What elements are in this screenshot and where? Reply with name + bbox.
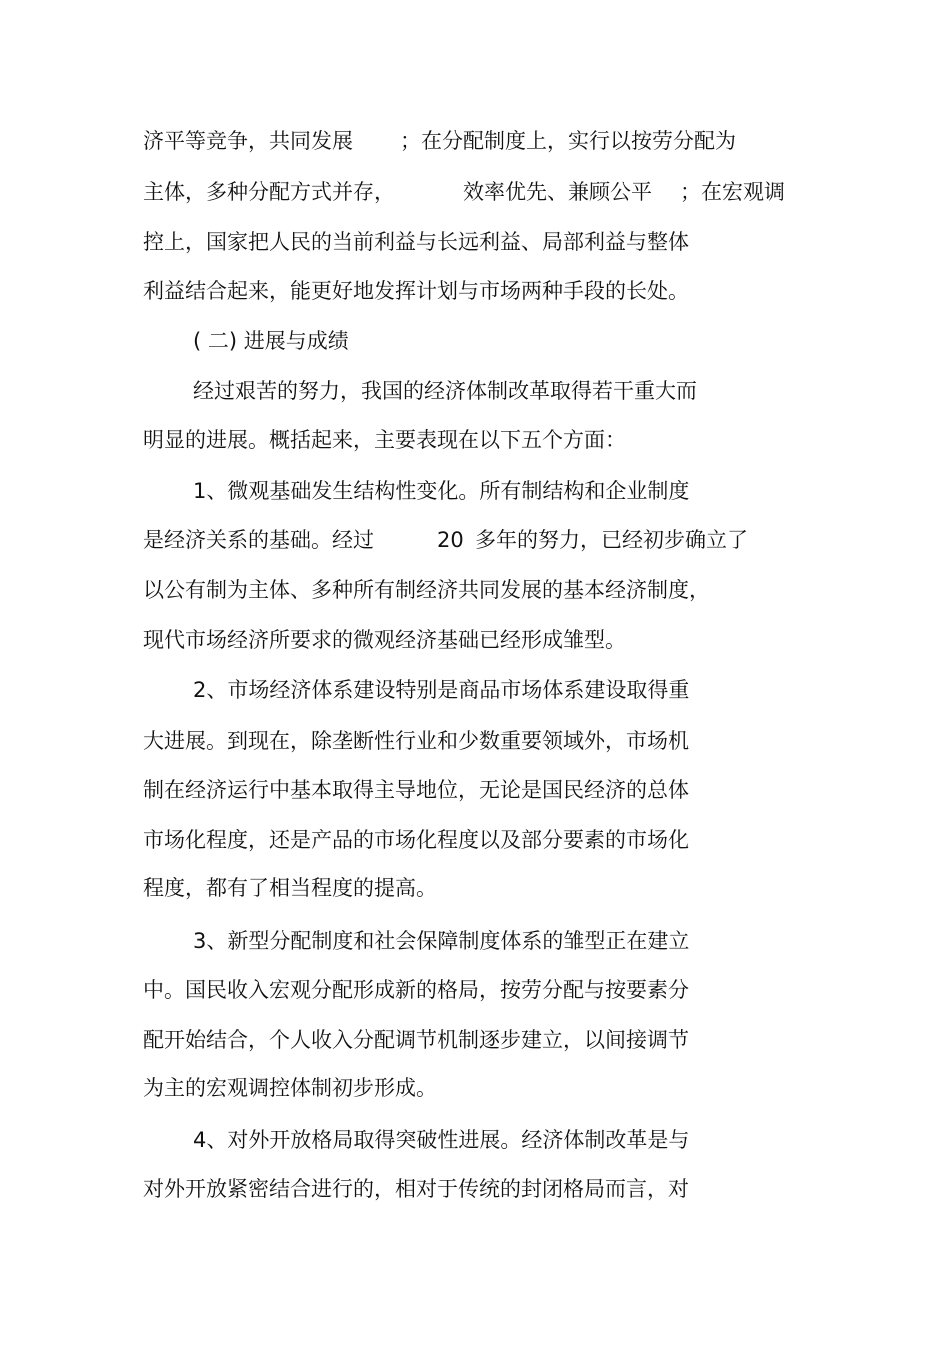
text-line <box>0 376 697 406</box>
text-segment: 以公有制为主体、多种所有制经济共同发展的基本经济制度， <box>143 578 710 602</box>
text-line <box>0 675 690 705</box>
text-line <box>0 726 689 756</box>
text-segment: 程度，都有了相当程度的提高。 <box>143 876 437 900</box>
text-line <box>0 1073 437 1103</box>
text-line <box>0 126 736 156</box>
text-segment: 4、对外开放格局取得突破性进展。经济体制改革是与 <box>193 1128 690 1152</box>
text-line <box>0 926 690 956</box>
text-segment: 大进展。到现在，除垄断性行业和少数重要领域外，市场机 <box>143 729 689 753</box>
text-segment: 为主的宏观调控体制初步形成。 <box>143 1076 437 1100</box>
text-line <box>0 276 689 306</box>
text-segment: 控上，国家把人民的当前利益与长远利益、局部利益与整体 <box>143 230 689 254</box>
text-segment: 市场化程度，还是产品的市场化程度以及部分要素的市场化 <box>143 828 689 852</box>
text-segment: ；在分配制度上，实行以按劳分配为 <box>400 129 736 153</box>
text-segment: 20 <box>437 528 464 552</box>
text-line <box>0 825 689 855</box>
text-line <box>0 575 710 605</box>
text-segment: 经过艰苦的努力，我国的经济体制改革取得若干重大而 <box>193 379 697 403</box>
section-heading <box>0 326 349 356</box>
text-segment: 是经济关系的基础。经过 <box>143 528 374 552</box>
text-segment: 3、新型分配制度和社会保障制度体系的雏型正在建立 <box>193 929 690 953</box>
text-line <box>0 425 626 455</box>
text-line <box>0 525 748 555</box>
text-segment: ；在宏观调 <box>680 180 785 204</box>
text-segment: 效率优先、兼顾公平 <box>463 180 652 204</box>
text-segment: 中。国民收入宏观分配形成新的格局，按劳分配与按要素分 <box>143 978 689 1002</box>
text-segment: 2、市场经济体系建设特别是商品市场体系建设取得重 <box>193 678 690 702</box>
text-segment: 多年的努力，已经初步确立了 <box>475 528 748 552</box>
text-line <box>0 625 626 655</box>
text-line <box>0 975 689 1005</box>
text-segment: 配开始结合，个人收入分配调节机制逐步建立，以间接调节 <box>143 1028 689 1052</box>
section-heading-text: ( 二) 进展与成绩 <box>193 329 349 353</box>
text-segment: 利益结合起来，能更好地发挥计划与市场两种手段的长处。 <box>143 279 689 303</box>
text-segment: 明显的进展。概括起来，主要表现在以下五个方面： <box>143 428 626 452</box>
text-segment: 制在经济运行中基本取得主导地位，无论是国民经济的总体 <box>143 778 689 802</box>
text-line <box>0 1174 689 1204</box>
text-line <box>0 177 785 207</box>
text-segment: 对外开放紧密结合进行的，相对于传统的封闭格局而言，对 <box>143 1177 689 1201</box>
text-line <box>0 476 690 506</box>
text-segment: 济平等竞争，共同发展 <box>143 129 353 153</box>
text-line <box>0 227 689 257</box>
text-line <box>0 1125 690 1155</box>
text-segment: 主体，多种分配方式并存， <box>143 180 395 204</box>
text-line <box>0 873 437 903</box>
text-line <box>0 775 689 805</box>
text-segment: 1、微观基础发生结构性变化。所有制结构和企业制度 <box>193 479 690 503</box>
text-line <box>0 1025 689 1055</box>
text-segment: 现代市场经济所要求的微观经济基础已经形成雏型。 <box>143 628 626 652</box>
